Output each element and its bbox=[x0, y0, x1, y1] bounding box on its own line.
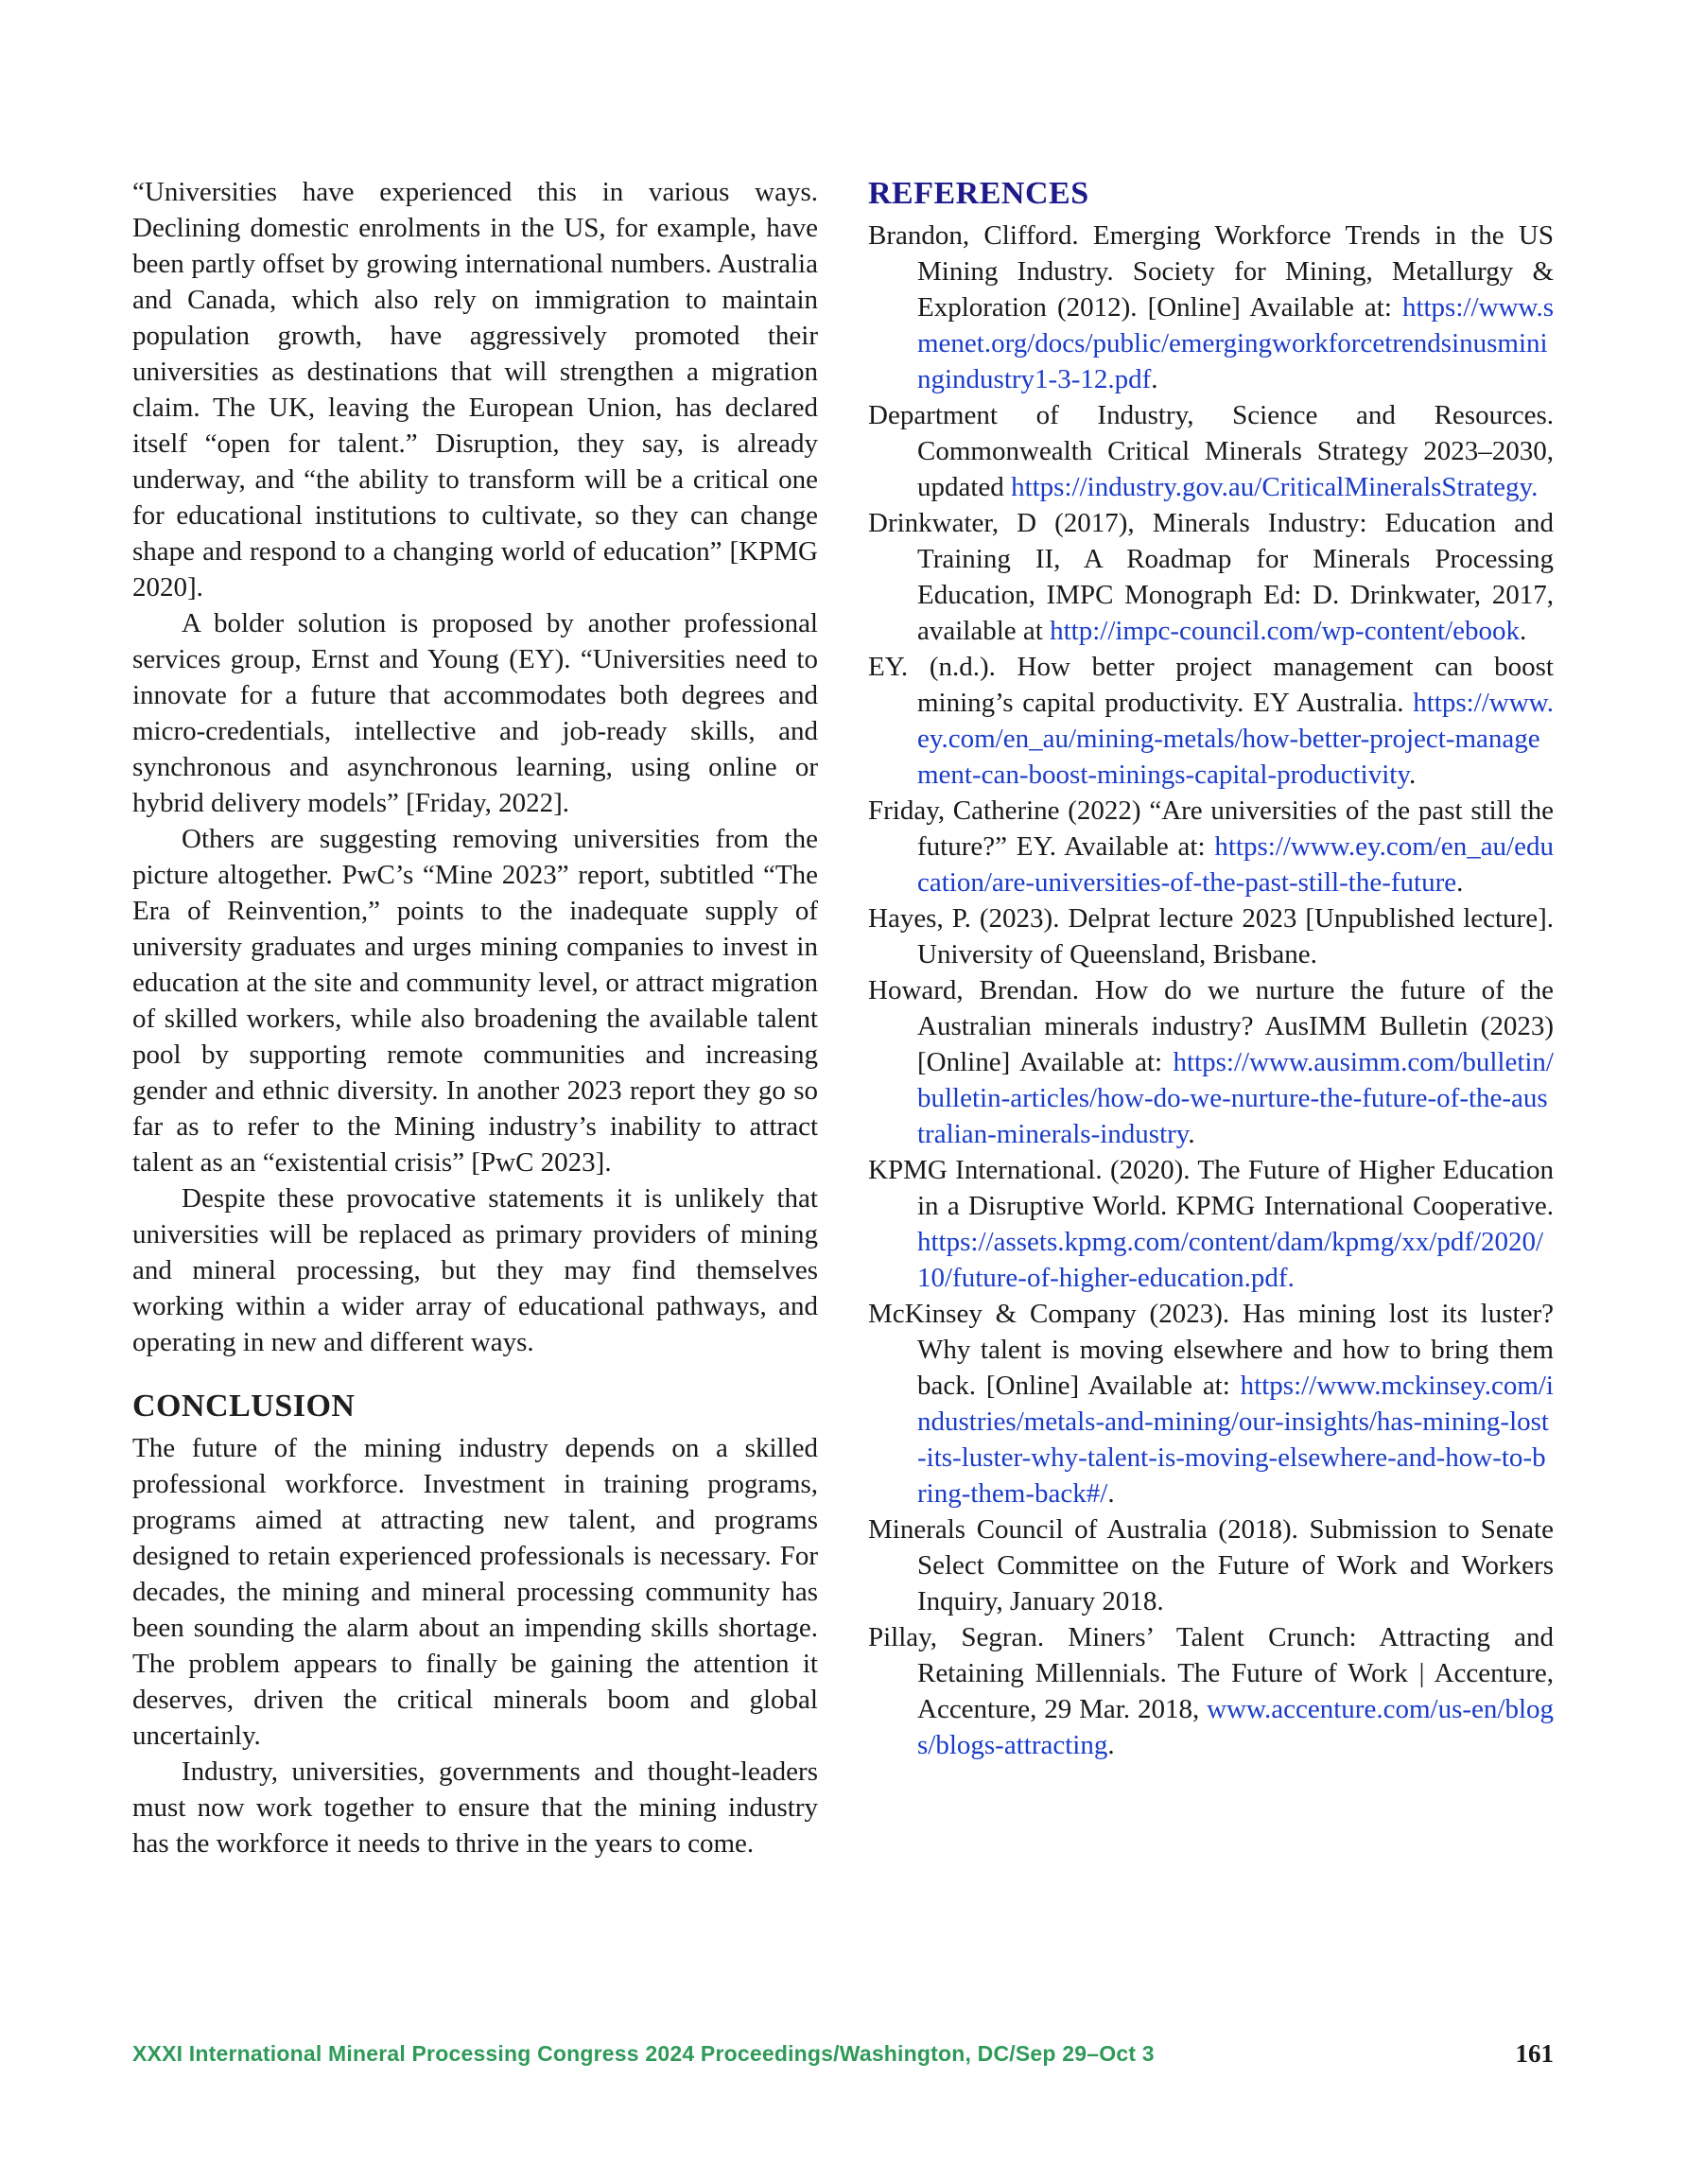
body-paragraph: Despite these provocative statements it is unlikely that universities will be replaced as primary providers of mining and mineral processing, but they may find themselves working within a wider array of educational pathways, and operating in new and different ways. bbox=[132, 1183, 818, 1357]
reference-item bbox=[868, 1511, 1554, 1619]
reference-suffix: . bbox=[1151, 364, 1158, 394]
page-number: 161 bbox=[1515, 2039, 1554, 2068]
page-footer bbox=[132, 2041, 1554, 2071]
reference-link[interactable]: https://www.ey.com/en_au/education/are-universities-of-the-past-still-the-future bbox=[917, 831, 1554, 898]
reference-suffix: . bbox=[1408, 760, 1417, 790]
reference-text: KPMG International. (2020). The Future of Higher Education in a Disruptive World. KPMG International Cooperative. bbox=[868, 1155, 1554, 1221]
reference-suffix: . bbox=[1456, 867, 1464, 898]
reference-item bbox=[868, 218, 1554, 397]
reference-link[interactable]: www.accenture.com/us-en/blogs/blogs-attracting bbox=[917, 1694, 1554, 1760]
reference-text: McKinsey & Company (2023). Has mining lost its luster? Why talent is moving elsewhere and how to bring them back. [Online] Available at: bbox=[868, 1299, 1554, 1401]
reference-link[interactable]: https://www.ausimm.com/bulletin/bulletin-articles/how-do-we-nurture-the-future-of-the-australian-minerals-industry bbox=[917, 1047, 1554, 1149]
reference-item bbox=[868, 505, 1554, 649]
body-paragraph: “Universities have experienced this in various ways. Declining domestic enrolments in the US, for example, have been partly offset by growing international numbers. Australia and Canada, which also rely on immigration to maintain population growth, have aggressively promoted their universities as destinations that will strengthen a migration claim. The UK, leaving the European Union, has declared itself “open for talent.” Disruption, they say, is already underway, and “the ability to transform will be a critical one for educational institutions to cultivate, so they can change shape and respond to a changing world of education” [KPMG 2020]. bbox=[132, 177, 818, 603]
left-column bbox=[132, 174, 818, 1861]
conclusion-paragraph: The future of the mining industry depends on a skilled professional workforce. Investment in training programs, programs aimed at attracting new talent, and programs designed to retain experienced professionals is necessary. For decades, the mining and mineral processing community has been sounding the alarm about an impending skills shortage. The problem appears to finally be gaining the attention it deserves, driven the critical minerals boom and global uncertainly. bbox=[132, 1433, 818, 1751]
reference-text: Brandon, Clifford. Emerging Workforce Trends in the US Mining Industry. Society for Mining, Metallurgy & Exploration (2012). [Online] Available at: bbox=[868, 220, 1554, 323]
reference-suffix: . bbox=[1107, 1730, 1115, 1760]
footer-conference-title: XXXI International Mineral Processing Congress 2024 Proceedings/Washington, DC/Sep 29–Oct 3 bbox=[132, 2041, 1155, 2066]
reference-text: Pillay, Segran. Miners’ Talent Crunch: Attracting and Retaining Millennials. The Future of Work | Accenture, Accenture, 29 Mar. 2018, bbox=[868, 1622, 1554, 1724]
reference-suffix: . bbox=[1520, 616, 1527, 646]
reference-item bbox=[868, 900, 1554, 972]
reference-suffix: . bbox=[1188, 1119, 1195, 1149]
reference-text: Minerals Council of Australia (2018). Submission to Senate Select Committee on the Future of Work and Workers Inquiry, January 2018. bbox=[868, 1514, 1554, 1616]
reference-link[interactable]: https://www.mckinsey.com/industries/metals-and-mining/our-insights/has-mining-lost-its-luster-why-talent-is-moving-elsewhere-and-how-to-bring-them-back#/ bbox=[917, 1371, 1554, 1509]
reference-text: EY. (n.d.). How better project management can boost mining’s capital productivity. EY Australia. bbox=[868, 652, 1554, 718]
reference-text: Department of Industry, Science and Resources. Commonwealth Critical Minerals Strategy 2023–2030, updated bbox=[868, 400, 1554, 502]
reference-item bbox=[868, 397, 1554, 505]
reference-link[interactable]: https://industry.gov.au/CriticalMineralsStrategy. bbox=[1011, 472, 1539, 502]
reference-item bbox=[868, 1619, 1554, 1763]
reference-link[interactable]: https://assets.kpmg.com/content/dam/kpmg/xx/pdf/2020/10/future-of-higher-education.pdf. bbox=[917, 1227, 1544, 1293]
conclusion-heading: CONCLUSION bbox=[132, 1389, 356, 1424]
references-heading: REFERENCES bbox=[868, 176, 1089, 211]
reference-text: Drinkwater, D (2017), Minerals Industry: Education and Training II, A Roadmap for Minerals Processing Education, IMPC Monograph Ed: D. Drinkwater, 2017, available at bbox=[868, 508, 1554, 646]
reference-text: Howard, Brendan. How do we nurture the future of the Australian minerals industry? AusIMM Bulletin (2023) [Online] Available at: bbox=[868, 975, 1554, 1077]
reference-text: Friday, Catherine (2022) “Are universities of the past still the future?” EY. Available at: bbox=[868, 795, 1554, 862]
reference-link[interactable]: http://impc-council.com/wp-content/ebook bbox=[1050, 616, 1521, 646]
reference-suffix: . bbox=[1107, 1478, 1115, 1509]
reference-item bbox=[868, 793, 1554, 900]
reference-text: Hayes, P. (2023). Delprat lecture 2023 [Unpublished lecture]. University of Queensland, Brisbane. bbox=[868, 903, 1554, 970]
reference-item bbox=[868, 1152, 1554, 1296]
body-paragraph: A bolder solution is proposed by another professional services group, Ernst and Young (EY). “Universities need to innovate for a future that accommodates both degrees and micro-credentials, intellective and job-ready skills, and synchronous and asynchronous learning, using online or hybrid delivery models” [Friday, 2022]. bbox=[132, 608, 818, 818]
references-column bbox=[868, 174, 1554, 1763]
reference-item bbox=[868, 972, 1554, 1152]
reference-link[interactable]: https://www.ey.com/en_au/mining-metals/how-better-project-management-can-boost-minings-capital-productivity bbox=[917, 688, 1554, 790]
conclusion-paragraph: Industry, universities, governments and thought-leaders must now work together to ensure that the mining industry has the workforce it needs to thrive in the years to come. bbox=[132, 1756, 818, 1859]
reference-link[interactable]: https://www.smenet.org/docs/public/emergingworkforcetrendsinusminingindustry1-3-12.pdf bbox=[917, 292, 1554, 394]
body-paragraph: Others are suggesting removing universities from the picture altogether. PwC’s “Mine 2023” report, subtitled “The Era of Reinvention,” points to the inadequate supply of university graduates and urges mining companies to invest in education at the site and community level, or attract migration of skilled workers, while also broadening the available talent pool by supporting remote communities and increasing gender and ethnic diversity. In another 2023 report they go so far as to refer to the Mining industry’s inability to attract talent as an “existential crisis” [PwC 2023]. bbox=[132, 824, 818, 1178]
reference-item bbox=[868, 649, 1554, 793]
reference-item bbox=[868, 1296, 1554, 1511]
